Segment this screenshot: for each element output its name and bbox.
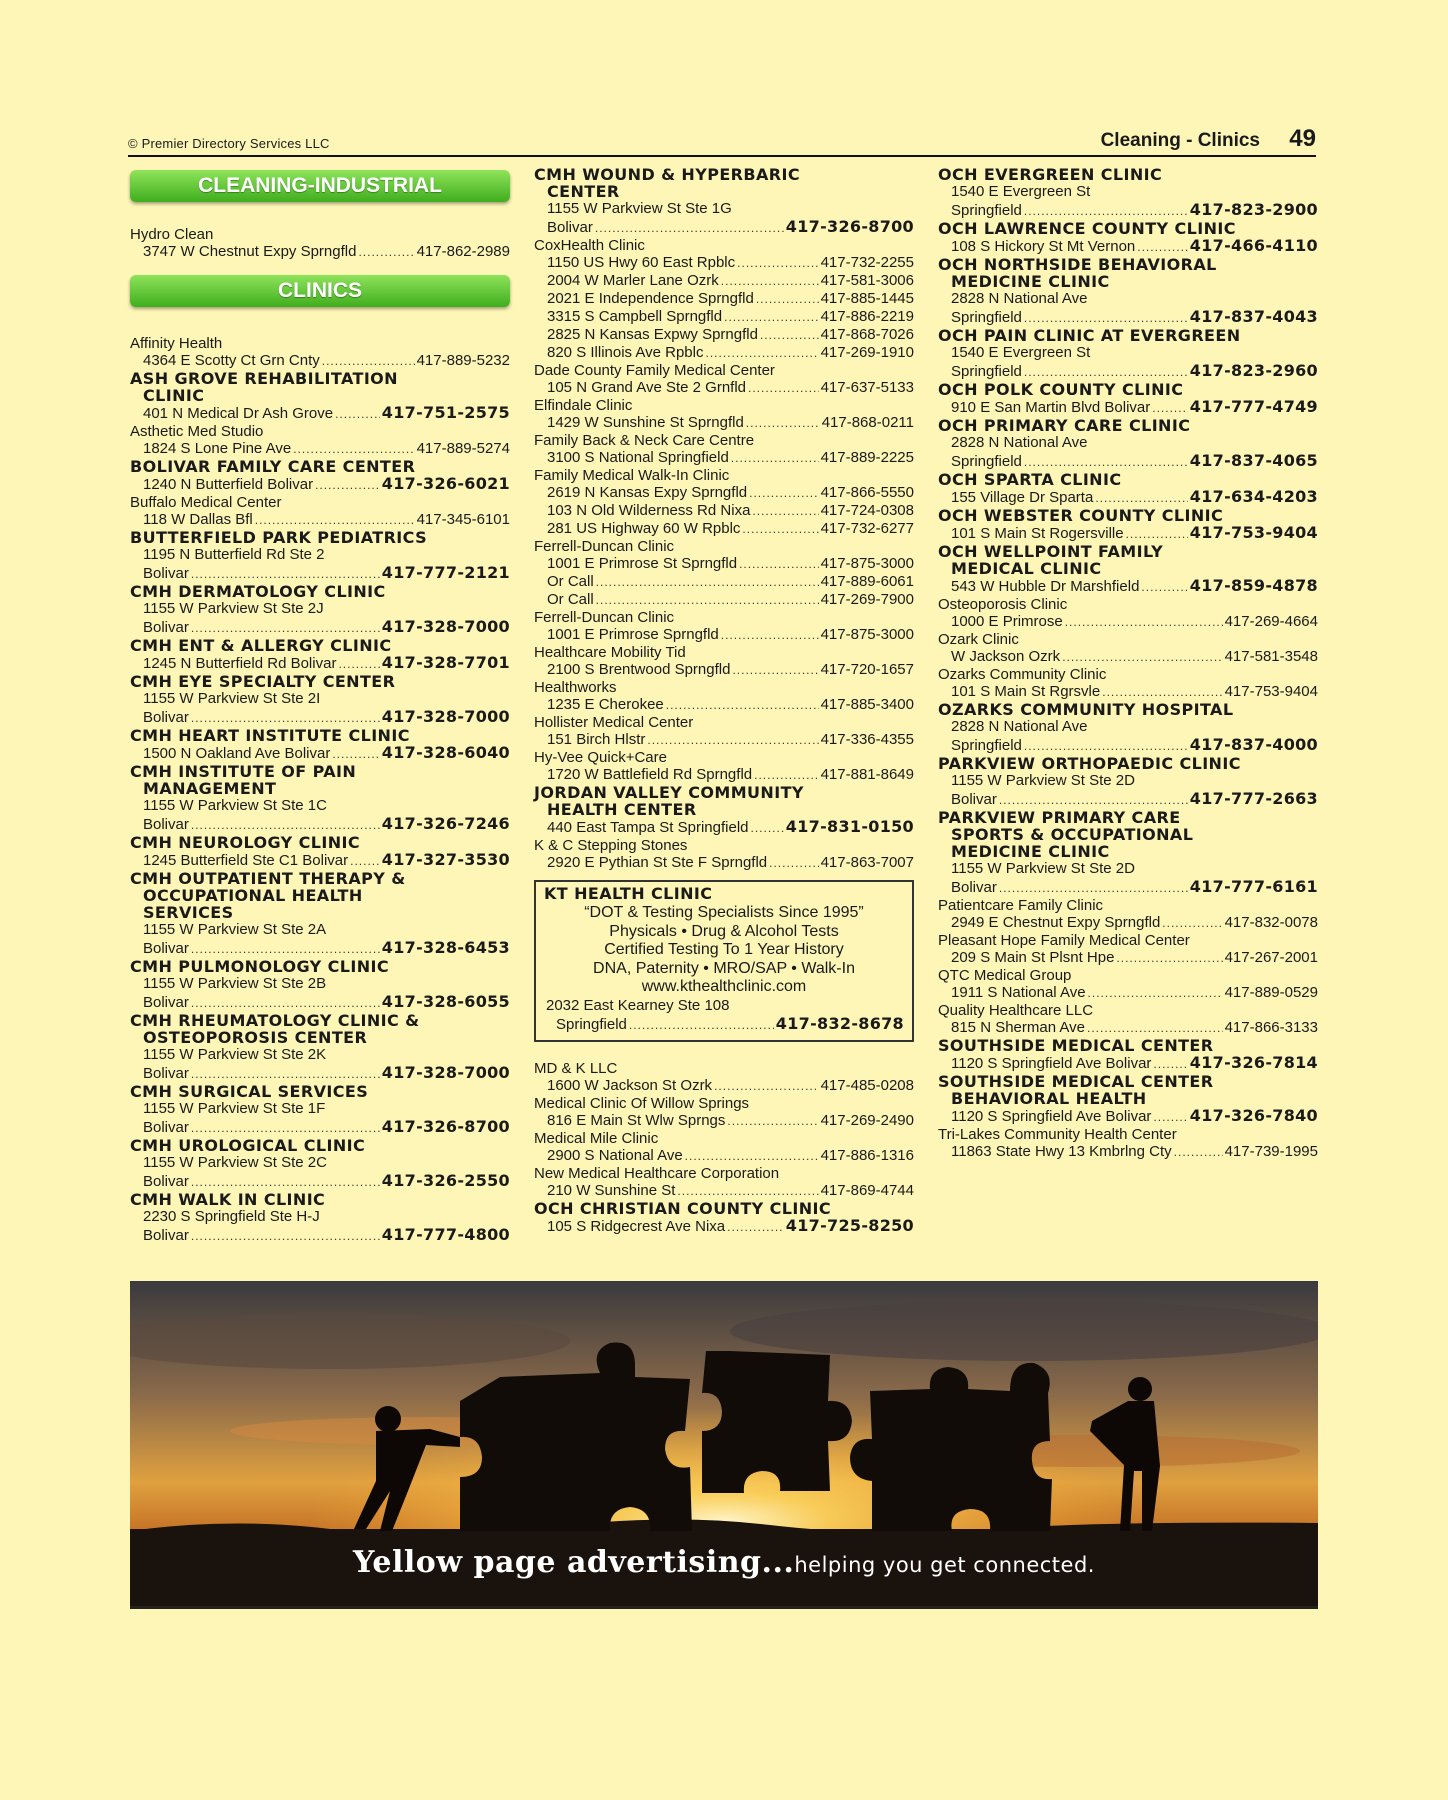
listing-address: 1245 N Butterfield Rd Bolivar [143, 655, 337, 672]
listing-pleasant-hope [938, 932, 1318, 967]
listing-family-walk-in [534, 467, 914, 538]
listing-phone[interactable]: 417-777-2663 [1189, 789, 1318, 808]
listing-phone[interactable]: 417-328-7000 [381, 707, 510, 726]
listing-cmh-dermatology [130, 583, 510, 637]
listing-och-polk [938, 381, 1318, 417]
listing-jordan-valley [534, 784, 914, 837]
listing-ash-grove [130, 370, 510, 423]
listing-name: SOUTHSIDE MEDICAL CENTER BEHAVIORAL HEALTH [938, 1072, 1214, 1108]
listing-phone[interactable]: 417-889-6061 [820, 573, 914, 590]
listing-willow-springs [534, 1095, 914, 1130]
listing-healthcare-mobility [534, 644, 914, 679]
listing-kc-stepping [534, 837, 914, 872]
advertising-banner [130, 1281, 1318, 1609]
listing-name: CMH SURGICAL SERVICES [130, 1082, 369, 1101]
listing-city: Springfield [951, 737, 1022, 754]
listing-name: Quality Healthcare LLC [938, 1002, 1094, 1019]
listing-name: CMH RHEUMATOLOGY CLINIC & OSTEOPOROSIS CENTER [130, 1011, 420, 1047]
slogan-headline: Yellow page advertising... [353, 1545, 795, 1580]
listing-name: JORDAN VALLEY COMMUNITY HEALTH CENTER [534, 783, 804, 819]
listing-phone[interactable]: 417-885-3400 [820, 696, 914, 713]
listing-name: BOLIVAR FAMILY CARE CENTER [130, 457, 416, 476]
listing-address: 101 S Main St Rogersville [951, 525, 1124, 542]
listing-name: CMH DERMATOLOGY CLINIC [130, 582, 386, 601]
listing-hy-vee [534, 749, 914, 784]
listing-ozark-clinic [938, 631, 1318, 666]
listing-phone[interactable]: 417-823-2960 [1189, 361, 1318, 380]
listing-name: Medical Clinic Of Willow Springs [534, 1094, 750, 1112]
listing-address: 2828 N National Ave [951, 434, 1088, 451]
listing-name: Hydro Clean [130, 226, 214, 243]
listing-phone[interactable]: 417-326-8700 [785, 217, 914, 236]
listing-affinity-health [130, 335, 510, 370]
listing-city: Bolivar [143, 940, 189, 957]
listing-phone[interactable]: 417-889-5274 [416, 440, 510, 457]
listing-name: CoxHealth Clinic [534, 237, 645, 254]
listing-address: 1150 US Hwy 60 East Rpblc [547, 254, 736, 271]
listing-buffalo-medical [130, 494, 510, 529]
listing-phone[interactable]: 417-751-2575 [381, 403, 510, 422]
directory-column-3 [938, 166, 1318, 1161]
listing-name: CMH OUTPATIENT THERAPY & OCCUPATIONAL HEALTH SERVICES [130, 869, 406, 922]
listing-address: 1001 E Primrose St Sprngfld [547, 555, 738, 572]
listing-phone[interactable]: 417-269-4664 [1224, 613, 1318, 630]
listing-address: 1600 W Jackson St Ozrk [547, 1076, 713, 1094]
listing-phone[interactable]: 417-720-1657 [820, 661, 914, 678]
page-header [128, 125, 1316, 157]
listing-name: Ferrell-Duncan Clinic [534, 609, 675, 626]
listing-city: Bolivar [143, 1065, 189, 1082]
listing-address: 2949 E Chestnut Expy Sprngfld [951, 914, 1161, 931]
ad-address: 2032 East Kearney Ste 108 [546, 996, 730, 1014]
listing-ferrell-duncan [534, 538, 914, 609]
listing-name: OCH WEBSTER COUNTY CLINIC [938, 506, 1224, 525]
listing-phone[interactable]: 417-886-2219 [820, 308, 914, 325]
directory-column-1 [130, 166, 510, 1245]
listing-name: Pleasant Hope Family Medical Center [938, 932, 1190, 949]
listing-address: 1540 E Evergreen St [951, 344, 1091, 361]
listing-name: OCH POLK COUNTY CLINIC [938, 380, 1184, 399]
listing-address: 105 S Ridgecrest Ave Nixa [547, 1217, 726, 1235]
listing-phone[interactable]: 417-777-2121 [381, 563, 510, 582]
listing-phone[interactable]: 417-866-3133 [1224, 1019, 1318, 1036]
listing-address: 1155 W Parkview St Ste 2I [143, 690, 321, 707]
listing-cmh-surgical [130, 1083, 510, 1137]
listing-cmh-outpatient [130, 870, 510, 958]
listing-address: 4364 E Scotty Ct Grn Cnty [143, 352, 320, 369]
listing-dade-county [534, 362, 914, 397]
listing-address: 1540 E Evergreen St [951, 183, 1091, 200]
listing-city: Springfield [951, 363, 1022, 380]
listing-coxhealth [534, 237, 914, 362]
listing-name: MD & K LLC [534, 1059, 618, 1077]
listing-cmh-rheumatology [130, 1012, 510, 1083]
listing-name: OCH EVERGREEN CLINIC [938, 165, 1163, 184]
listing-phone[interactable]: 417-889-5232 [416, 352, 510, 369]
listing-medical-mile [534, 1130, 914, 1165]
listing-name: Dade County Family Medical Center [534, 362, 775, 379]
listing-phone[interactable]: 417-326-7814 [1189, 1053, 1318, 1072]
listing-och-evergreen [938, 166, 1318, 220]
listing-address: 101 S Main St Rgrsvle [951, 683, 1101, 700]
listing-phone[interactable]: 417-336-4355 [820, 731, 914, 748]
listing-phone[interactable]: 417-869-4744 [820, 1181, 914, 1199]
listing-och-sparta [938, 471, 1318, 507]
listing-address: 108 S Hickory St Mt Vernon [951, 238, 1136, 255]
listing-phone[interactable]: 417-837-4043 [1189, 307, 1318, 326]
listing-address: 2825 N Kansas Expwy Sprngfld [547, 326, 758, 343]
listing-address: Or Call [547, 591, 594, 608]
listing-address: 2828 N National Ave [951, 290, 1088, 307]
listing-phone[interactable]: 417-866-5550 [820, 484, 914, 501]
listing-ozarks-community-hospital [938, 701, 1318, 755]
listing-name: OCH CHRISTIAN COUNTY CLINIC [534, 1198, 832, 1218]
listing-name: New Medical Healthcare Corporation [534, 1164, 780, 1182]
listing-city: Bolivar [547, 219, 593, 236]
listing-name: K & C Stepping Stones [534, 837, 688, 854]
listing-address: 2021 E Independence Sprngfld [547, 290, 754, 307]
listing-address: 2004 W Marler Lane Ozrk [547, 272, 719, 289]
listing-phone[interactable]: 417-837-4000 [1189, 735, 1318, 754]
listing-name: CMH WALK IN CLINIC [130, 1190, 326, 1209]
listing-address: 105 N Grand Ave Ste 2 Grnfld [547, 379, 747, 396]
listing-hollister [534, 714, 914, 749]
listing-name: Family Medical Walk-In Clinic [534, 467, 730, 484]
listing-city: Bolivar [143, 994, 189, 1011]
listing-family-back [534, 432, 914, 467]
listing-name: OCH PRIMARY CARE CLINIC [938, 416, 1191, 435]
listing-address: 3747 W Chestnut Expy Sprngfld [143, 243, 357, 260]
listing-phone[interactable]: 417-732-6277 [820, 520, 914, 537]
listing-phone[interactable]: 417-326-2550 [381, 1171, 510, 1190]
ad-title: KT HEALTH CLINIC [544, 884, 716, 903]
listing-address: 1155 W Parkview St Ste 2J [143, 600, 324, 617]
listing-address: 1155 W Parkview St Ste 1G [547, 200, 732, 217]
listing-name: CMH WOUND & HYPERBARIC CENTER [534, 165, 800, 201]
listing-healthworks [534, 679, 914, 714]
listing-cmh-pain [130, 763, 510, 834]
listing-name: CMH EYE SPECIALTY CENTER [130, 672, 396, 691]
listing-phone[interactable]: 417-875-3000 [820, 555, 914, 572]
listing-address: 1155 W Parkview St Ste 2D [951, 860, 1135, 877]
listing-address: 209 S Main St Plsnt Hpe [951, 949, 1115, 966]
listing-new-medical [534, 1165, 914, 1200]
ad-website-link[interactable]: www.kthealthclinic.com [641, 978, 807, 995]
listing-cmh-heart [130, 727, 510, 763]
listing-address: 1155 W Parkview St Ste 1C [143, 797, 327, 814]
listing-parkview-ortho [938, 755, 1318, 809]
listing-phone[interactable]: 417-837-4065 [1189, 451, 1318, 470]
listing-address: 1120 S Springfield Ave Bolivar [951, 1108, 1152, 1125]
listing-phone[interactable]: 417-328-6040 [381, 743, 510, 762]
slogan-tagline: helping you get connected. [794, 1553, 1095, 1577]
listing-phone[interactable]: 417-267-2001 [1224, 949, 1318, 966]
listing-address: 1824 S Lone Pine Ave [143, 440, 292, 457]
listing-cmh-pulmonology [130, 958, 510, 1012]
listing-city: Bolivar [143, 1227, 189, 1244]
listing-name: Healthcare Mobility Tid [534, 644, 686, 661]
listing-name: CMH INSTITUTE OF PAIN MANAGEMENT [130, 762, 357, 798]
listing-phone[interactable]: 417-739-1995 [1224, 1143, 1318, 1160]
listing-name: Hy-Vee Quick+Care [534, 749, 667, 766]
listing-phone[interactable]: 417-269-2490 [820, 1111, 914, 1129]
listing-phone[interactable]: 417-725-8250 [785, 1215, 914, 1235]
listing-qtc-medical [938, 967, 1318, 1002]
listing-cmh-eye [130, 673, 510, 727]
listing-phone[interactable]: 417-732-2255 [820, 254, 914, 271]
listing-butterfield-park [130, 529, 510, 583]
listing-address: 1911 S National Ave [951, 984, 1086, 1001]
listing-phone[interactable]: 417-862-2989 [416, 243, 510, 260]
listing-name: BUTTERFIELD PARK PEDIATRICS [130, 528, 428, 547]
listing-city: Springfield [951, 202, 1022, 219]
listing-phone[interactable]: 417-875-3000 [820, 626, 914, 643]
listing-tri-lakes [938, 1126, 1318, 1161]
listing-name: OCH WELLPOINT FAMILY MEDICAL CLINIC [938, 542, 1164, 578]
listing-city: Bolivar [951, 879, 997, 896]
category-heading-clinics: CLINICS [130, 275, 510, 307]
listing-address: 1155 W Parkview St Ste 2C [143, 1154, 327, 1171]
listing-name: PARKVIEW PRIMARY CARE SPORTS & OCCUPATIONAL MEDICINE CLINIC [938, 808, 1194, 861]
listing-address: 281 US Highway 60 W Rpblc [547, 520, 741, 537]
listing-address: 3315 S Campbell Sprngfld [547, 308, 723, 325]
listing-osteoporosis [938, 596, 1318, 631]
listing-address: 11863 State Hwy 13 Kmbrlng Cty [951, 1143, 1172, 1160]
listing-phone[interactable]: 417-269-1910 [820, 344, 914, 361]
listing-city: Bolivar [951, 791, 997, 808]
listing-address: 151 Birch Hlstr [547, 731, 646, 748]
listing-address: 440 East Tampa St Springfield [547, 819, 749, 836]
listing-cmh-neurology [130, 834, 510, 870]
listing-och-wellpoint [938, 543, 1318, 596]
listing-address: 118 W Dallas Bfl [143, 511, 253, 528]
listing-city: Bolivar [143, 565, 189, 582]
listing-address: 1155 W Parkview St Ste 2B [143, 975, 327, 992]
listing-address: 2920 E Pythian St Ste F Sprngfld [547, 854, 768, 871]
listing-address: 1500 N Oakland Ave Bolivar [143, 745, 331, 762]
listing-city: Springfield [951, 453, 1022, 470]
listing-cmh-wound [534, 166, 914, 237]
listing-phone[interactable]: 417-777-6161 [1189, 877, 1318, 896]
listing-phone[interactable]: 417-753-9404 [1224, 683, 1318, 700]
listing-city: Springfield [951, 309, 1022, 326]
listing-cmh-walk-in [130, 1191, 510, 1245]
listing-city: Bolivar [143, 1173, 189, 1190]
ad-dna: DNA, Paternity • MRO/SAP • Walk-In [593, 959, 855, 977]
listing-city: Bolivar [143, 619, 189, 636]
listing-phone[interactable]: 417-637-5133 [820, 379, 914, 396]
listing-address: 820 S Illinois Ave Rpblc [547, 344, 704, 361]
listing-ozarks-community-clinic [938, 666, 1318, 701]
listing-city: Bolivar [143, 1119, 189, 1136]
listing-name: Hollister Medical Center [534, 714, 694, 731]
listing-ferrell-duncan-2 [534, 609, 914, 644]
ad-services: Physicals • Drug & Alcohol Tests [609, 922, 839, 940]
listing-phone[interactable]: 417-777-4749 [1189, 397, 1318, 416]
listing-och-pain [938, 327, 1318, 381]
kt-health-clinic-ad [534, 880, 914, 1042]
listing-phone[interactable]: 417-327-3530 [381, 850, 510, 869]
listing-phone[interactable]: 417-485-0208 [820, 1076, 914, 1094]
listing-city: Bolivar [143, 709, 189, 726]
ad-tagline: “DOT & Testing Specialists Since 1995” [584, 904, 864, 921]
page-number: 49 [1289, 125, 1316, 152]
listing-address: 815 N Sherman Ave [951, 1019, 1085, 1036]
listing-name: PARKVIEW ORTHOPAEDIC CLINIC [938, 754, 1241, 773]
listing-name: OCH NORTHSIDE BEHAVIORAL MEDICINE CLINIC [938, 255, 1217, 291]
listing-name: CMH HEART INSTITUTE CLINIC [130, 726, 410, 745]
listing-phone[interactable]: 417-868-0211 [821, 414, 914, 431]
listing-address: 1001 E Primrose Sprngfld [547, 626, 719, 643]
ad-phone[interactable]: 417-832-8678 [775, 1013, 904, 1033]
listing-asthetic-med [130, 423, 510, 458]
listing-phone[interactable]: 417-886-1316 [820, 1146, 914, 1164]
listing-phone[interactable]: 417-466-4110 [1189, 236, 1318, 255]
listing-address: 1155 W Parkview St Ste 1F [143, 1100, 326, 1117]
listing-phone[interactable]: 417-326-6021 [381, 474, 510, 493]
listing-address: 210 W Sunshine St [547, 1181, 676, 1199]
listing-name: Osteoporosis Clinic [938, 596, 1068, 613]
listing-name: Asthetic Med Studio [130, 423, 264, 440]
listing-phone[interactable]: 417-889-2225 [820, 449, 914, 466]
listing-name: SOUTHSIDE MEDICAL CENTER [938, 1036, 1214, 1055]
listing-address: 1195 N Butterfield Rd Ste 2 [143, 546, 325, 563]
listing-name: Ozarks Community Clinic [938, 666, 1107, 683]
listing-name: ASH GROVE REHABILITATION CLINIC [130, 369, 398, 405]
listing-md-k [534, 1060, 914, 1095]
listing-hydro-clean [130, 226, 510, 261]
listing-address: 1155 W Parkview St Ste 2A [143, 921, 327, 938]
listing-name: CMH ENT & ALLERGY CLINIC [130, 636, 392, 655]
listing-address: 1720 W Battlefield Rd Sprngfld [547, 766, 753, 783]
listing-name: Elfindale Clinic [534, 397, 633, 414]
listing-address: 1120 S Springfield Ave Bolivar [951, 1055, 1152, 1072]
listing-phone[interactable]: 417-581-3006 [820, 272, 914, 289]
listing-phone[interactable]: 417-868-7026 [820, 326, 914, 343]
listing-phone[interactable]: 417-326-7840 [1189, 1106, 1318, 1125]
listing-phone[interactable]: 417-345-6101 [416, 511, 510, 528]
listing-name: OZARKS COMMUNITY HOSPITAL [938, 700, 1234, 719]
listing-bolivar-family [130, 458, 510, 494]
listing-address: 155 Village Dr Sparta [951, 489, 1094, 506]
listing-southside-behavioral [938, 1073, 1318, 1126]
listing-name: OCH SPARTA CLINIC [938, 470, 1122, 489]
listing-name: Patientcare Family Clinic [938, 897, 1104, 914]
listing-och-northside [938, 256, 1318, 327]
listing-phone[interactable]: 417-832-0078 [1224, 914, 1318, 931]
listing-phone[interactable]: 417-328-7701 [381, 653, 510, 672]
listing-name: CMH NEUROLOGY CLINIC [130, 833, 360, 852]
listing-och-webster [938, 507, 1318, 543]
directory-column-2 [534, 166, 914, 1236]
listing-name: Medical Mile Clinic [534, 1129, 659, 1147]
listing-name: Family Back & Neck Care Centre [534, 432, 755, 449]
listing-address: 543 W Hubble Dr Marshfield [951, 578, 1140, 595]
listing-phone[interactable]: 417-328-6453 [381, 938, 510, 957]
listing-name: CMH UROLOGICAL CLINIC [130, 1136, 366, 1155]
listing-name: Tri-Lakes Community Health Center [938, 1126, 1177, 1143]
listing-phone[interactable]: 417-269-7900 [820, 591, 914, 608]
listing-address: 3100 S National Springfield [547, 449, 729, 466]
listing-name: CMH PULMONOLOGY CLINIC [130, 957, 389, 976]
ad-city: Springfield [556, 1015, 627, 1033]
listing-och-primary [938, 417, 1318, 471]
listing-phone[interactable]: 417-863-7007 [820, 854, 914, 871]
listing-phone[interactable]: 417-885-1445 [820, 290, 914, 307]
listing-quality-healthcare [938, 1002, 1318, 1037]
listing-phone[interactable]: 417-581-3548 [1224, 648, 1318, 665]
listing-name: OCH LAWRENCE COUNTY CLINIC [938, 219, 1236, 238]
listing-phone[interactable]: 417-859-4878 [1189, 576, 1318, 595]
listing-elfindale [534, 397, 914, 432]
listing-address: 103 N Old Wilderness Rd Nixa [547, 502, 751, 519]
listing-cmh-urological [130, 1137, 510, 1191]
listing-address: Or Call [547, 573, 594, 590]
listing-address: 1155 W Parkview St Ste 2K [143, 1046, 327, 1063]
listing-phone[interactable]: 417-831-0150 [785, 817, 914, 836]
listing-address: 2619 N Kansas Expy Sprngfld [547, 484, 748, 501]
listing-phone[interactable]: 417-889-0529 [1224, 984, 1318, 1001]
listing-address: 1155 W Parkview St Ste 2D [951, 772, 1135, 789]
listing-address: 1235 E Cherokee [547, 696, 664, 713]
copyright-notice: © Premier Directory Services LLC [128, 136, 330, 151]
listing-name: Ozark Clinic [938, 631, 1019, 648]
section-title: Cleaning - Clinics [1100, 130, 1260, 151]
listing-phone[interactable]: 417-753-9404 [1189, 523, 1318, 542]
banner-slogan [130, 1545, 1318, 1580]
listing-och-lawrence [938, 220, 1318, 256]
listing-phone[interactable]: 417-328-7000 [381, 617, 510, 636]
listing-parkview-primary [938, 809, 1318, 897]
category-heading-cleaning: CLEANING-INDUSTRIAL [130, 170, 510, 202]
listing-address: 2900 S National Ave [547, 1146, 683, 1164]
listing-phone[interactable]: 417-777-4800 [381, 1225, 510, 1244]
listing-phone[interactable]: 417-881-8649 [820, 766, 914, 783]
listing-name: Buffalo Medical Center [130, 494, 282, 511]
listing-address: 1245 Butterfield Ste C1 Bolivar [143, 852, 349, 869]
listing-phone[interactable]: 417-634-4203 [1189, 487, 1318, 506]
listing-city: Bolivar [143, 816, 189, 833]
listing-southside-medical [938, 1037, 1318, 1073]
listing-phone[interactable]: 417-328-7000 [381, 1063, 510, 1082]
listing-address: 2100 S Brentwood Sprngfld [547, 661, 731, 678]
listing-address: 2230 S Springfield Ste H-J [143, 1208, 320, 1225]
ad-certified: Certified Testing To 1 Year History [604, 941, 844, 958]
listing-phone[interactable]: 417-326-8700 [381, 1117, 510, 1136]
listing-patientcare [938, 897, 1318, 932]
listing-address: 1240 N Butterfield Bolivar [143, 476, 314, 493]
listing-address: 910 E San Martin Blvd Bolivar [951, 399, 1151, 416]
listing-name: Affinity Health [130, 335, 223, 352]
listing-address: 2828 N National Ave [951, 718, 1088, 735]
listing-address: 1000 E Primrose [951, 613, 1063, 630]
listing-name: Healthworks [534, 679, 617, 696]
listing-address: 401 N Medical Dr Ash Grove [143, 405, 334, 422]
listing-address: 816 E Main St Wlw Sprngs [547, 1111, 726, 1129]
listing-cmh-ent [130, 637, 510, 673]
listing-phone[interactable]: 417-328-6055 [381, 992, 510, 1011]
listing-och-christian [534, 1200, 914, 1236]
listing-phone[interactable]: 417-326-7246 [381, 814, 510, 833]
listing-name: OCH PAIN CLINIC AT EVERGREEN [938, 326, 1241, 345]
listing-phone[interactable]: 417-724-0308 [820, 502, 914, 519]
listing-phone[interactable]: 417-823-2900 [1189, 200, 1318, 219]
listing-name: Ferrell-Duncan Clinic [534, 538, 675, 555]
listing-name: QTC Medical Group [938, 967, 1072, 984]
listing-address: 1429 W Sunshine St Sprngfld [547, 414, 744, 431]
listing-address: W Jackson Ozrk [951, 648, 1061, 665]
